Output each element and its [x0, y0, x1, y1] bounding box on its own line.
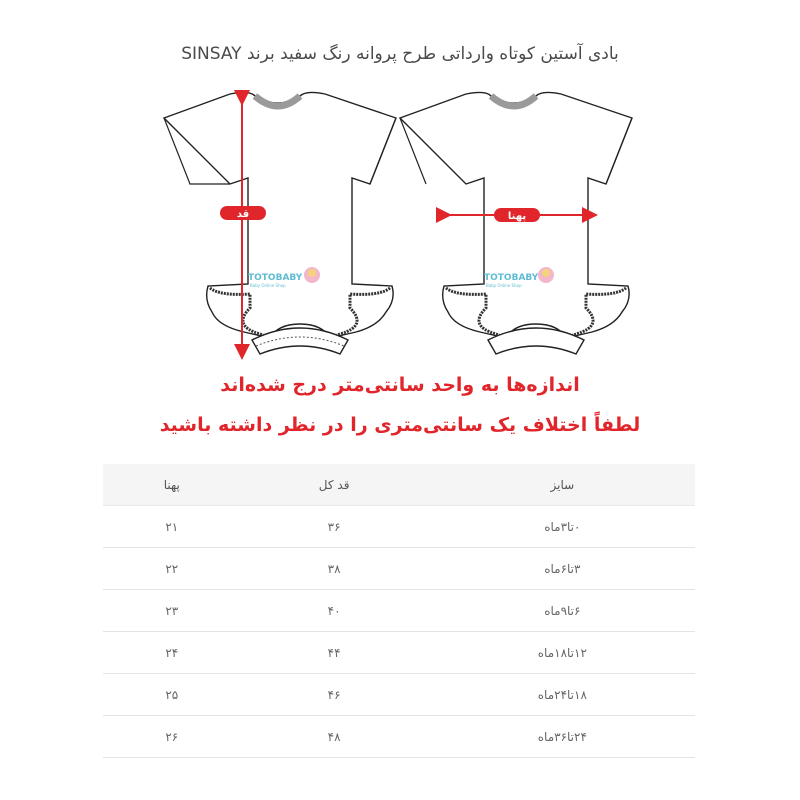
cell-size: ۱۲تا۱۸ماه	[537, 645, 587, 660]
table-row	[103, 632, 695, 674]
cell-width: ۲۳	[165, 603, 179, 618]
cell-width: ۲۴	[165, 645, 179, 660]
bodysuit-front-left	[164, 92, 396, 354]
cell-size: ۳تا۶ماه	[544, 561, 581, 576]
table-row	[103, 674, 695, 716]
cell-size: ۱۸تا۲۴ماه	[537, 687, 587, 702]
bodysuit-front-right	[400, 92, 632, 354]
table-row	[103, 548, 695, 590]
svg-text:Baby Online Shop: Baby Online Shop	[486, 283, 522, 288]
size-guide-diagram	[160, 88, 640, 363]
table-row	[103, 506, 695, 548]
width-label: پهنا	[507, 211, 527, 222]
size-table	[103, 464, 695, 758]
cell-width: ۲۲	[165, 561, 179, 576]
cell-size: ۰تا۳ماه	[544, 519, 581, 534]
header-size: سایز	[550, 477, 575, 492]
cell-height: ۴۴	[327, 645, 341, 660]
header-width: پهنا	[163, 477, 180, 492]
cell-width: ۲۱	[165, 519, 179, 534]
units-note: اندازه‌ها به واحد سانتی‌متر درج شده‌اند	[220, 374, 580, 396]
svg-text:TOTOBABY: TOTOBABY	[484, 273, 539, 283]
tolerance-note: لطفاً اختلاف یک سانتی‌متری را در نظر داشته باشید	[159, 414, 641, 436]
cell-width: ۲۵	[165, 687, 179, 702]
svg-text:TOTOBABY: TOTOBABY	[248, 273, 303, 283]
cell-height: ۳۸	[327, 561, 341, 576]
cell-height: ۳۶	[327, 519, 341, 534]
cell-size: ۶تا۹ماه	[544, 603, 581, 618]
table-row	[103, 716, 695, 758]
cell-size: ۲۴تا۳۶ماه	[537, 729, 587, 744]
svg-text:Baby Online Shop: Baby Online Shop	[250, 283, 286, 288]
cell-height: ۴۸	[327, 729, 341, 744]
cell-width: ۲۶	[165, 729, 179, 744]
table-row	[103, 590, 695, 632]
header-height: قد کل	[318, 477, 350, 492]
table-header-row	[103, 464, 695, 506]
cell-height: ۴۶	[327, 687, 341, 702]
cell-height: ۴۰	[327, 603, 341, 618]
product-title: بادی آستین کوتاه وارداتی طرح پروانه رنگ سفید برند SINSAY	[181, 44, 619, 64]
height-label: قد	[236, 209, 250, 220]
